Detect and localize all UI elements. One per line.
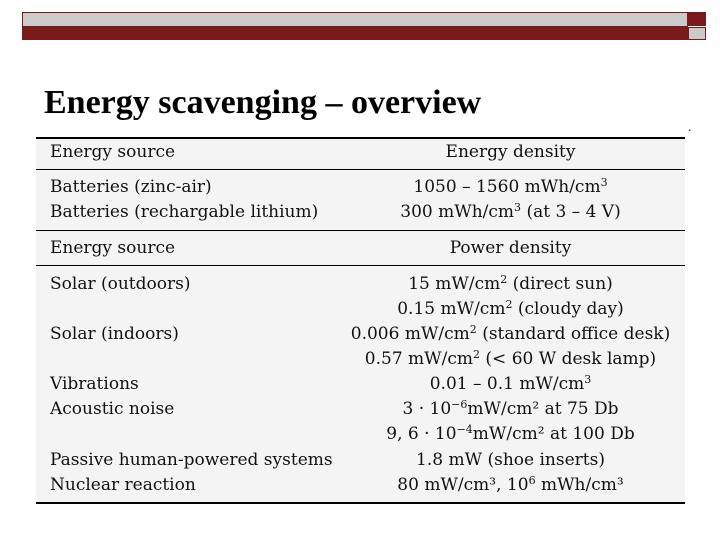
row-solar-outdoors-label: Solar (outdoors) [50,274,191,294]
header-power-density: Power density [449,238,572,258]
row-acoustic-75db-value: $3 \cdot 10^{-6}mW$/cm² at 75 Db [402,398,619,419]
corner-square-light [688,27,706,40]
row-vibrations-value: 0.01 – 0.1 $mW/cm^3$ [429,373,592,394]
energy-table [36,137,685,504]
row-solar-indoors-value: 0.006 $mW/cm^2$ (standard office desk) [350,323,671,344]
top-decorative-bar [22,12,688,40]
row-solar-outdoors-value: 15 $mW/cm^2$ (direct sun) [408,273,613,294]
row-batteries-lithium-label: Batteries (rechargable lithium) [50,202,319,222]
row-desk-lamp-value: 0.57 $mW/cm^2$ (< 60 W desk lamp) [364,348,657,369]
row-acoustic-noise-label: Acoustic noise [50,399,175,419]
row-human-powered-label: Passive human-powered systems [50,450,333,470]
title-trailing-dot: . [688,120,692,135]
header-energy-density: Energy density [445,142,576,162]
row-human-powered-value: 1.8 mW (shoe inserts) [416,450,605,470]
section-rule [36,230,685,231]
header-energy-source-2: Energy source [50,238,176,258]
top-bar-dark-band [23,26,687,39]
row-acoustic-100db-value: 9, $6 \cdot 10^{-4}mW$/cm² at 100 Db [386,423,635,444]
header-rule-2 [36,265,685,266]
table-top-rule [36,137,685,139]
slide-title: Energy scavenging – overview [44,84,482,121]
table-bottom-rule [36,502,685,504]
corner-square-dark [688,12,706,26]
row-solar-cloudy-value: 0.15 $mW/cm^2$ (cloudy day) [397,298,624,319]
row-vibrations-label: Vibrations [50,374,139,394]
row-batteries-zinc-air-value: 1050 – 1560 mWh/$cm^3$ [413,176,608,197]
header-energy-source: Energy source [50,142,176,162]
row-batteries-lithium-value: 300 mWh/$cm^3$ (at 3 – 4 V) [400,201,621,222]
header-rule-1 [36,169,685,170]
row-solar-indoors-label: Solar (indoors) [50,324,179,344]
corner-decoration [688,12,708,40]
row-nuclear-label: Nuclear reaction [50,475,196,495]
row-nuclear-value: 80 mW/cm³, $10^6$ mWh/cm³ [397,474,624,495]
row-batteries-zinc-air-label: Batteries (zinc-air) [50,177,212,197]
